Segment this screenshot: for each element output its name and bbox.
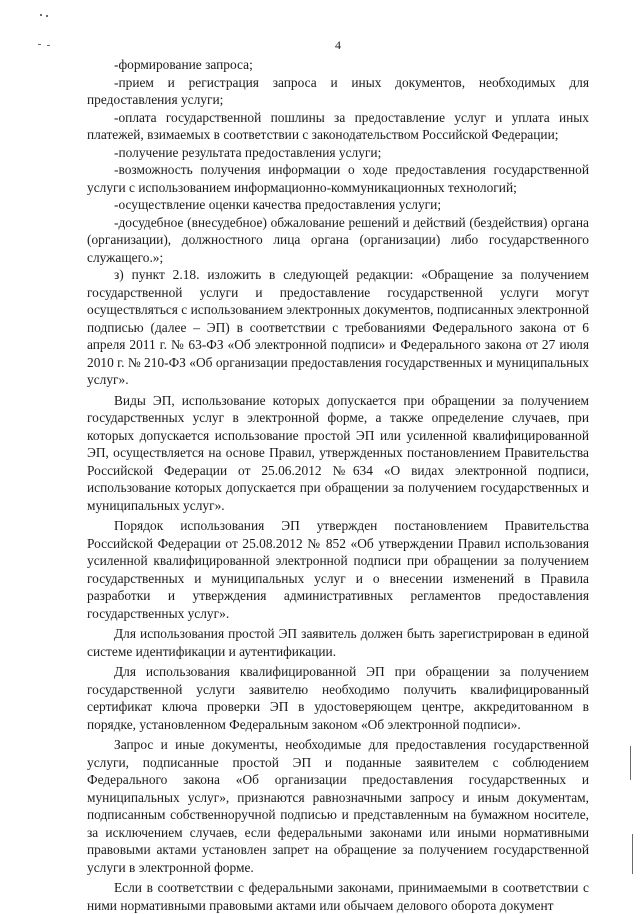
paragraph-pretrial-appeal: -досудебное (внесудебное) обжалование решений и действий (бездействия) органа (организации), должностного лица органа (организации) либо государственного служащего.»;: [87, 214, 589, 265]
page-number: 4: [335, 38, 341, 52]
paragraph-quality-assessment: -осуществление оценки качества предоставления услуги;: [114, 197, 442, 212]
scan-mark-top-left-1: [40, 14, 42, 16]
paragraph-qualified-signature: Для использования квалифицированной ЭП при обращении за получением государственной услуги заявителю необходимо получить квалифицированный сертификат ключа проверки ЭП в удостоверяющем центре, аккредитованном в порядке, установленном Федеральным законом «Об электронной подписи».: [87, 664, 589, 732]
scan-mark-top-left-3: [38, 44, 41, 45]
scan-mark-top-left-4: [47, 45, 50, 46]
document-body: [87, 56, 589, 914]
paragraph-request-formation: -формирование запроса;: [114, 57, 253, 72]
paragraph-simple-signature: Для использования простой ЭП заявитель должен быть зарегистрирован в единой системе идентификации и аутентификации.: [87, 626, 589, 659]
paragraph-state-fee-payment: -оплата государственной пошлины за предоставление услуг и уплата иных платежей, взимаемых в соответствии с законодательством Российской Федерации;: [87, 109, 589, 142]
scan-mark-right-edge-2: [632, 834, 633, 874]
paragraph-business-custom: Если в соответствии с федеральными законами, принимаемыми в соответствии с ними нормативными правовыми актами или обычаем делового оборота документ: [87, 880, 589, 913]
paragraph-signature-types: Виды ЭП, использование которых допускается при обращении за получением государственных услуг в электронной форме, а также определение случаев, при которых допускается использование простой ЭП или усиленной квалифицированной ЭП, осуществляется на основе Правил, утвержденных постановлением Правительства Российской Федерации от 25.06.2012 №634 «О видах электронной подписи, использование которых допускается при обращении за получением государственных и муниципальных услуг».: [87, 392, 589, 513]
paragraph-signature-procedure: Порядок использования ЭП утвержден постановлением Правительства Российской Федерации от 25.08.2012 № 852 «Об утверждении Правил использования усиленной квалифицированной электронной подписи при обращении за получением государственных и муниципальных услуг и о внесении изменений в Правила разработки и утверждения административных регламентов предоставления государственных услуг».: [87, 518, 589, 621]
paragraph-request-registration: -прием и регистрация запроса и иных документов, необходимых для предоставления услуги;: [87, 74, 589, 107]
paragraph-clause-2-18: з) пункт 2.18. изложить в следующей редакции: «Обращение за получением государственной услуги и предоставление государственной услуги могут осуществляться с использованием электронных документов, подписанных электронной подписью (далее – ЭП) в соответствии с требованиями Федерального закона от 6 апреля 2011 г. № 63-ФЗ «Об электронной подписи» и Федерального закона от 27 июля 2010 г. № 210-ФЗ «Об организации предоставления государственных и муниципальных услуг».: [87, 267, 589, 387]
paragraph-result-receipt: -получение результата предоставления услуги;: [114, 144, 382, 160]
paragraph-request-equivalence: Запрос и иные документы, необходимые для предоставления государственной услуги, подписанные простой ЭП и поданные заявителем с соблюдением Федерального закона «Об организации предоставления государственных и муниципальных услуг», признаются равнозначными запросу и иным документам, подписанным собственноручной подписью и представленным на бумажном носителе, за исключением случаев, если федеральными законами или иными нормативными правовыми актами установлен запрет на обращение за получением государственной услуги в электронной форме.: [87, 737, 589, 875]
paragraph-progress-information: -возможность получения информации о ходе предоставления государственной услуги с использованием информационно-коммуникационных технологий;: [87, 162, 589, 195]
scan-mark-right-edge-1: [630, 746, 631, 780]
scan-mark-top-left-2: [46, 15, 48, 17]
